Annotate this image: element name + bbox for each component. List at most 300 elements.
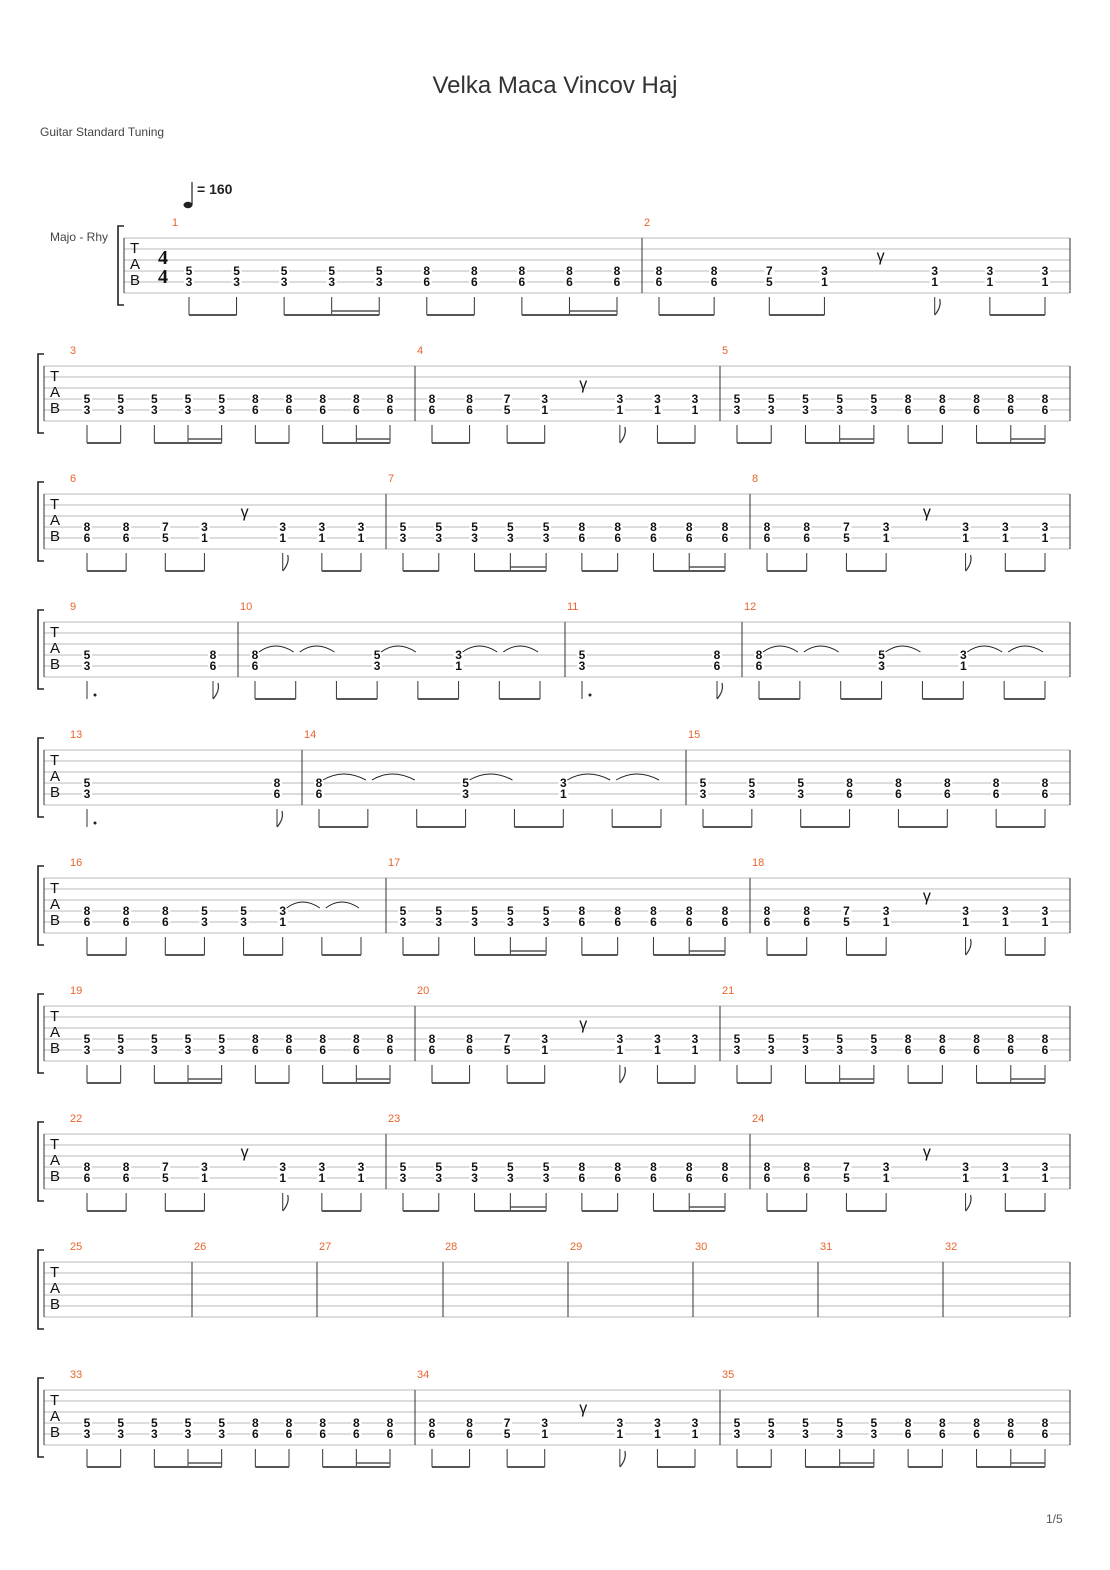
staff-bracket (38, 610, 44, 689)
tie-arc (804, 646, 839, 652)
fret-number: 8 (470, 264, 478, 278)
fret-number: 1 (201, 531, 208, 545)
fret-number: 8 (386, 1416, 394, 1430)
fret-number: 3 (1001, 520, 1009, 534)
fret-number: 3 (373, 659, 381, 673)
fret-number: 6 (1041, 403, 1049, 417)
measure-number: 33 (70, 1369, 83, 1381)
fret-number: 1 (1041, 1171, 1049, 1185)
fret-number: 6 (251, 659, 259, 673)
fret-number: 8 (161, 904, 169, 918)
fret-number: 3 (399, 1171, 407, 1185)
fret-number: 8 (755, 648, 763, 662)
fret-number: 6 (803, 915, 811, 929)
fret-number: 3 (797, 787, 805, 801)
fret-number: 8 (1007, 1416, 1015, 1430)
fret-number: 5 (184, 1416, 192, 1430)
measure-number: 30 (695, 1241, 708, 1253)
fret-number: 3 (802, 1043, 809, 1057)
fret-number: 6 (973, 403, 980, 417)
fret-number: 7 (765, 264, 773, 278)
fret-number: 1 (1041, 275, 1049, 289)
fret-number: 8 (285, 1416, 293, 1430)
eighth-flag (620, 427, 625, 443)
fret-number: 8 (428, 1032, 436, 1046)
fret-number: 3 (654, 1416, 661, 1430)
fret-number: 8 (904, 1032, 912, 1046)
fret-number: 3 (506, 1171, 514, 1185)
fret-number: 5 (843, 915, 850, 929)
fret-number: 8 (721, 520, 729, 534)
fret-number: 1 (654, 1043, 661, 1057)
fret-number: 5 (767, 1032, 775, 1046)
tab-clef-letter: T (50, 1392, 60, 1409)
staff-bracket (38, 1122, 44, 1201)
fret-number: 6 (1041, 1427, 1049, 1441)
measure-number: 18 (752, 857, 765, 869)
fret-number: 1 (616, 1427, 624, 1441)
staff-bracket (38, 354, 44, 433)
fret-number: 8 (566, 264, 573, 278)
fret-number: 1 (962, 1171, 969, 1185)
eighth-rest: γ (240, 504, 249, 521)
fret-number: 5 (117, 1032, 125, 1046)
fret-number: 3 (836, 1427, 844, 1441)
tab-clef-letter: A (50, 384, 61, 401)
fret-number: 6 (803, 1171, 811, 1185)
fret-number: 3 (1041, 264, 1049, 278)
fret-number: 6 (614, 1171, 622, 1185)
tab-clef-letter: T (50, 1008, 60, 1025)
fret-number: 3 (748, 787, 756, 801)
fret-number: 5 (201, 904, 208, 918)
time-signature-top: 4 (158, 247, 168, 269)
fret-number: 3 (184, 1043, 192, 1057)
fret-number: 3 (931, 264, 939, 278)
measure-number: 27 (319, 1241, 332, 1253)
fret-number: 8 (973, 1416, 980, 1430)
fret-number: 3 (471, 531, 478, 545)
fret-number: 3 (691, 1416, 699, 1430)
tie-arc (259, 646, 294, 652)
fret-number: 6 (251, 1043, 259, 1057)
fret-number: 8 (251, 1416, 259, 1430)
fret-number: 6 (1007, 1427, 1015, 1441)
tie-arc (967, 646, 1002, 652)
fret-number: 8 (578, 520, 586, 534)
fret-number: 3 (83, 403, 91, 417)
fret-number: 5 (870, 1416, 878, 1430)
tab-clef-letter: A (50, 640, 61, 657)
measure-number: 35 (722, 1369, 735, 1381)
fret-number: 5 (843, 531, 850, 545)
fret-number: 3 (399, 915, 407, 929)
fret-number: 8 (713, 648, 721, 662)
measure-number: 5 (722, 345, 729, 357)
fret-number: 3 (471, 915, 478, 929)
fret-number: 8 (685, 904, 693, 918)
tie-arc (372, 774, 415, 780)
measure-number: 14 (304, 729, 317, 741)
eighth-flag (620, 1067, 625, 1083)
fret-number: 6 (846, 787, 853, 801)
fret-number: 3 (357, 1160, 365, 1174)
fret-number: 6 (943, 787, 951, 801)
fret-number: 3 (117, 1427, 125, 1441)
fret-number: 8 (122, 520, 130, 534)
fret-number: 3 (150, 1043, 158, 1057)
tie-arc (326, 902, 359, 908)
fret-number: 8 (614, 520, 622, 534)
fret-number: 1 (279, 915, 287, 929)
fret-number: 8 (938, 392, 946, 406)
fret-number: 8 (685, 1160, 693, 1174)
measure-number: 19 (70, 985, 83, 997)
tab-clef-letter: T (50, 368, 60, 385)
fret-number: 7 (843, 904, 850, 918)
fret-number: 5 (83, 1416, 91, 1430)
staff-bracket (38, 994, 44, 1073)
fret-number: 3 (616, 392, 624, 406)
fret-number: 1 (201, 1171, 208, 1185)
fret-number: 6 (122, 531, 130, 545)
fret-number: 8 (352, 392, 360, 406)
measure-number: 34 (417, 1369, 430, 1381)
fret-number: 5 (218, 1032, 226, 1046)
fret-number: 5 (578, 648, 586, 662)
tie-arc (287, 902, 320, 908)
measure-number: 28 (445, 1241, 458, 1253)
fret-number: 8 (83, 520, 91, 534)
fret-number: 3 (802, 403, 809, 417)
fret-number: 6 (938, 403, 946, 417)
fret-number: 3 (233, 275, 240, 289)
fret-number: 8 (122, 1160, 130, 1174)
eighth-flag (966, 1195, 971, 1211)
tie-arc (503, 646, 538, 652)
tab-clef-letter: B (130, 272, 141, 289)
tie-arc (567, 774, 610, 780)
eighth-flag (966, 555, 971, 571)
eighth-flag (277, 811, 282, 827)
tab-clef-letter: B (50, 784, 61, 801)
fret-number: 6 (319, 1043, 327, 1057)
fret-number: 5 (471, 904, 478, 918)
eighth-flag (717, 683, 722, 699)
tab-clef-letter: B (50, 1040, 61, 1057)
fret-number: 6 (655, 275, 663, 289)
fret-number: 3 (959, 648, 967, 662)
track-name: Majo - Rhy (50, 230, 109, 244)
fret-number: 6 (904, 403, 912, 417)
fret-number: 3 (733, 1043, 741, 1057)
tab-clef-letter: T (50, 496, 60, 513)
fret-number: 8 (251, 648, 259, 662)
fret-number: 6 (251, 403, 259, 417)
fret-number: 5 (373, 648, 381, 662)
measure-number: 3 (70, 345, 77, 357)
fret-number: 5 (435, 1160, 443, 1174)
fret-number: 1 (931, 275, 939, 289)
fret-number: 6 (763, 915, 771, 929)
fret-number: 6 (122, 1171, 130, 1185)
measure-number: 6 (70, 473, 77, 485)
fret-number: 6 (273, 787, 281, 801)
fret-number: 3 (962, 520, 969, 534)
fret-number: 8 (285, 1032, 293, 1046)
tie-arc (1008, 646, 1043, 652)
fret-number: 1 (882, 915, 890, 929)
eighth-rest: γ (579, 376, 588, 393)
fret-number: 1 (616, 1043, 624, 1057)
fret-number: 6 (83, 1171, 91, 1185)
fret-number: 3 (150, 1427, 158, 1441)
fret-number: 5 (542, 520, 550, 534)
fret-number: 8 (578, 904, 586, 918)
fret-number: 3 (882, 904, 890, 918)
fret-number: 5 (471, 1160, 478, 1174)
fret-number: 3 (691, 1032, 699, 1046)
fret-number: 3 (201, 1160, 208, 1174)
tie-arc (323, 774, 366, 780)
fret-number: 5 (399, 520, 407, 534)
fret-number: 3 (83, 659, 91, 673)
measure-number: 11 (567, 601, 579, 613)
fret-number: 3 (654, 1032, 661, 1046)
tie-arc (300, 646, 335, 652)
fret-number: 8 (285, 392, 293, 406)
tab-clef-letter: B (50, 528, 61, 545)
fret-number: 6 (466, 1043, 473, 1057)
fret-number: 3 (767, 403, 775, 417)
fret-number: 8 (613, 264, 621, 278)
eighth-flag (283, 555, 288, 571)
fret-number: 8 (721, 1160, 729, 1174)
fret-number: 3 (578, 659, 586, 673)
fret-number: 6 (578, 531, 586, 545)
fret-number: 6 (386, 403, 394, 417)
tab-clef-letter: A (50, 1408, 61, 1425)
tab-clef-letter: B (50, 1296, 61, 1313)
fret-number: 1 (357, 531, 365, 545)
fret-number: 6 (1041, 787, 1049, 801)
fret-number: 5 (506, 1160, 514, 1174)
fret-number: 8 (209, 648, 217, 662)
measure-number: 8 (752, 473, 759, 485)
tab-clef-letter: T (50, 1136, 60, 1153)
fret-number: 5 (836, 392, 844, 406)
fret-number: 3 (1001, 904, 1009, 918)
fret-number: 5 (462, 776, 469, 790)
fret-number: 3 (616, 1416, 624, 1430)
measure-number: 20 (417, 985, 430, 997)
fret-number: 5 (399, 904, 407, 918)
fret-number: 1 (1001, 915, 1009, 929)
fret-number: 5 (83, 1032, 91, 1046)
fret-number: 1 (959, 659, 967, 673)
fret-number: 8 (466, 1416, 473, 1430)
fret-number: 5 (161, 531, 169, 545)
measure-number: 4 (417, 345, 424, 357)
fret-number: 8 (763, 1160, 771, 1174)
fret-number: 8 (315, 776, 323, 790)
fret-number: 8 (1007, 1032, 1015, 1046)
fret-number: 3 (699, 787, 707, 801)
fret-number: 7 (503, 1032, 511, 1046)
fret-number: 5 (471, 520, 478, 534)
measure-number: 2 (644, 217, 651, 229)
fret-number: 8 (122, 904, 130, 918)
fret-number: 5 (733, 1416, 741, 1430)
fret-number: 5 (218, 392, 226, 406)
measure-number: 16 (70, 857, 83, 869)
fret-number: 5 (797, 776, 805, 790)
measure-number: 23 (388, 1113, 401, 1125)
song-title: Velka Maca Vincov Haj (432, 72, 678, 99)
fret-number: 1 (279, 531, 287, 545)
fret-number: 3 (986, 264, 994, 278)
fret-number: 6 (319, 1427, 327, 1441)
page-number: 1/5 (1046, 1512, 1063, 1526)
fret-number: 8 (973, 1032, 980, 1046)
fret-number: 3 (83, 1427, 91, 1441)
staff-bracket (118, 226, 124, 305)
tab-clef-letter: A (50, 1280, 61, 1297)
fret-number: 5 (233, 264, 240, 278)
fret-number: 8 (428, 1416, 436, 1430)
fret-number: 5 (184, 1032, 192, 1046)
fret-number: 3 (375, 275, 383, 289)
fret-number: 6 (973, 1043, 980, 1057)
fret-number: 3 (506, 915, 514, 929)
fret-number: 3 (870, 1427, 878, 1441)
staff-bracket (38, 1250, 44, 1329)
fret-number: 1 (318, 1171, 326, 1185)
tab-clef-letter: A (130, 256, 141, 273)
fret-number: 6 (122, 915, 130, 929)
fret-number: 6 (386, 1427, 394, 1441)
fret-number: 5 (150, 1416, 158, 1430)
fret-number: 3 (279, 520, 287, 534)
fret-number: 5 (503, 1043, 511, 1057)
eighth-rest: γ (240, 1144, 249, 1161)
fret-number: 8 (938, 1416, 946, 1430)
fret-number: 3 (185, 275, 193, 289)
tie-arc (463, 646, 498, 652)
fret-number: 3 (150, 403, 158, 417)
fret-number: 5 (870, 1032, 878, 1046)
fret-number: 8 (763, 520, 771, 534)
fret-number: 1 (821, 275, 828, 289)
fret-number: 6 (992, 787, 1000, 801)
fret-number: 8 (904, 1416, 912, 1430)
fret-number: 6 (352, 1427, 360, 1441)
fret-number: 7 (843, 1160, 850, 1174)
fret-number: 7 (161, 1160, 169, 1174)
fret-number: 5 (878, 648, 885, 662)
tab-clef-letter: B (50, 1424, 61, 1441)
fret-number: 1 (962, 915, 969, 929)
fret-number: 6 (895, 787, 902, 801)
fret-number: 5 (150, 392, 158, 406)
fret-number: 1 (357, 1171, 365, 1185)
fret-number: 6 (466, 1427, 473, 1441)
fret-number: 5 (836, 1416, 844, 1430)
fret-number: 6 (428, 1043, 436, 1057)
fret-number: 8 (466, 392, 473, 406)
fret-number: 3 (962, 904, 969, 918)
fret-number: 8 (1041, 1416, 1049, 1430)
fret-number: 8 (1041, 776, 1049, 790)
fret-number: 6 (319, 403, 327, 417)
staff-bracket (38, 482, 44, 561)
fret-number: 3 (201, 520, 208, 534)
fret-number: 5 (280, 264, 288, 278)
fret-number: 8 (803, 520, 811, 534)
tab-clef-letter: B (50, 912, 61, 929)
fret-number: 8 (803, 1160, 811, 1174)
fret-number: 7 (503, 1416, 511, 1430)
fret-number: 8 (943, 776, 951, 790)
fret-number: 8 (938, 1032, 946, 1046)
measure-number: 1 (172, 217, 179, 229)
tab-clef-letter: T (130, 240, 140, 257)
fret-number: 3 (542, 915, 550, 929)
fret-number: 6 (83, 531, 91, 545)
measure-number: 12 (744, 601, 757, 613)
fret-number: 6 (470, 275, 478, 289)
fret-number: 3 (870, 1043, 878, 1057)
fret-number: 5 (836, 1032, 844, 1046)
fret-number: 5 (802, 392, 809, 406)
eighth-flag (966, 939, 971, 955)
fret-number: 6 (614, 915, 622, 929)
fret-number: 8 (904, 392, 912, 406)
staff-bracket (38, 738, 44, 817)
fret-number: 5 (542, 1160, 550, 1174)
tab-clef-letter: B (50, 400, 61, 417)
fret-number: 5 (218, 1416, 226, 1430)
quarter-note-icon (184, 202, 193, 208)
measure-number: 25 (70, 1241, 83, 1253)
fret-number: 6 (685, 915, 693, 929)
fret-number: 8 (650, 904, 657, 918)
fret-number: 5 (542, 904, 550, 918)
tab-clef-letter: B (50, 1168, 61, 1185)
tie-arc (470, 774, 513, 780)
fret-number: 3 (962, 1160, 969, 1174)
fret-number: 3 (435, 915, 443, 929)
fret-number: 8 (973, 392, 980, 406)
tab-clef-letter: B (50, 656, 61, 673)
fret-number: 3 (201, 915, 208, 929)
eighth-rest: γ (922, 888, 931, 905)
fret-number: 1 (654, 403, 661, 417)
fret-number: 3 (559, 776, 567, 790)
tie-arc (886, 646, 921, 652)
fret-number: 8 (251, 392, 259, 406)
fret-number: 5 (767, 1416, 775, 1430)
measure-number: 22 (70, 1113, 83, 1125)
fret-number: 3 (870, 403, 878, 417)
fret-number: 6 (578, 915, 586, 929)
tab-clef-letter: T (50, 880, 60, 897)
fret-number: 6 (251, 1427, 259, 1441)
eighth-rest: γ (922, 1144, 931, 1161)
fret-number: 6 (518, 275, 526, 289)
eighth-rest: γ (579, 1400, 588, 1417)
fret-number: 8 (721, 904, 729, 918)
